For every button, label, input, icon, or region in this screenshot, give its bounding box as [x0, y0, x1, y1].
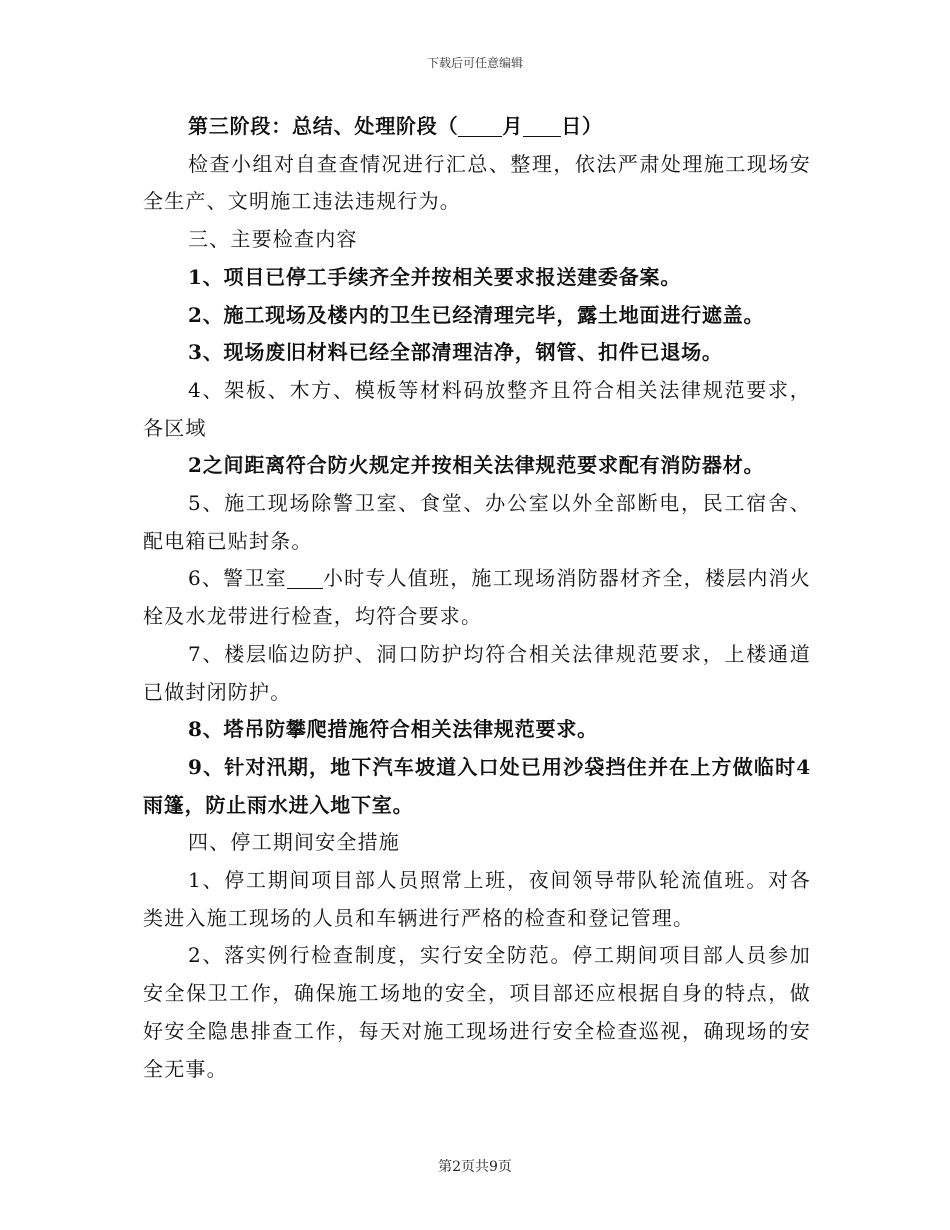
section3-item-9: 9、针对汛期，地下汽车坡道入口处已用沙袋挡住并在上方做临时4雨篷，防止雨水进入地下室。 — [143, 754, 811, 817]
section3-item-2: 2、施工现场及楼内的卫生已经清理完毕，露土地面进行遮盖。 — [188, 302, 765, 327]
stage3-title — [143, 108, 811, 146]
section4-heading: 四、停工期间安全措施 — [188, 830, 400, 855]
stage3-title-month: 月 — [502, 114, 524, 138]
section3-item-6 — [143, 560, 811, 635]
section3-item-5: 5、施工现场除警卫室、食堂、办公室以外全部断电，民工宿舍、配电箱已贴封条。 — [143, 491, 811, 553]
hours-blank — [287, 566, 323, 589]
section3-item-3: 3、现场废旧材料已经全部清理洁净，钢管、扣件已退场。 — [188, 340, 723, 365]
section4-item-2: 2、落实例行检查制度，实行安全防范。停工期间项目部人员参加安全保卫工作，确保施工场地的安全，项目部还应根据自身的特点，做好安全隐患排查工作，每天对施工现场进行安全检查巡视，确现场的安全无事。 — [143, 943, 811, 1081]
page-footer: 第2页共9页 — [438, 1159, 512, 1175]
item6-suffix: 小时专人值班，施工现场消防器材齐全，楼层内消火栓及水龙带进行检查，均符合要求。 — [143, 566, 811, 629]
day-blank — [523, 114, 561, 137]
page-header: 下载后可任意编辑 — [426, 56, 523, 70]
section3-item-4: 4、架板、木方、模板等材料码放整齐且符合相关法律规范要求，各区域 — [143, 377, 811, 440]
section3-item-7: 7、楼层临边防护、洞口防护均符合相关法律规范要求，上楼通道已做封闭防护。 — [143, 641, 811, 704]
section4-item-1: 1、停工期间项目部人员照常上班，夜间领导带队轮流值班。对各类进入施工现场的人员和车辆进行严格的检查和登记管理。 — [143, 868, 811, 930]
section3-item-8: 8、塔吊防攀爬措施符合相关法律规范要求。 — [188, 717, 598, 742]
section3-heading: 三、主要检查内容 — [188, 227, 358, 252]
document-body — [143, 108, 811, 1088]
stage3-title-day: 日） — [561, 114, 603, 138]
section3-item-1: 1、项目已停工手续齐全并按相关要求报送建委备案。 — [188, 264, 682, 289]
section3-item-4-continued: 2之间距离符合防火规定并按相关法律规范要求配有消防器材。 — [188, 453, 765, 478]
month-blank — [458, 114, 502, 137]
stage3-title-prefix: 第三阶段：总结、处理阶段（ — [188, 114, 459, 138]
item6-prefix: 6、警卫室 — [188, 566, 287, 591]
stage3-body: 检查小组对自查查情况进行汇总、整理，依法严肃处理施工现场安全生产、文明施工违法违规行为。 — [143, 151, 811, 214]
